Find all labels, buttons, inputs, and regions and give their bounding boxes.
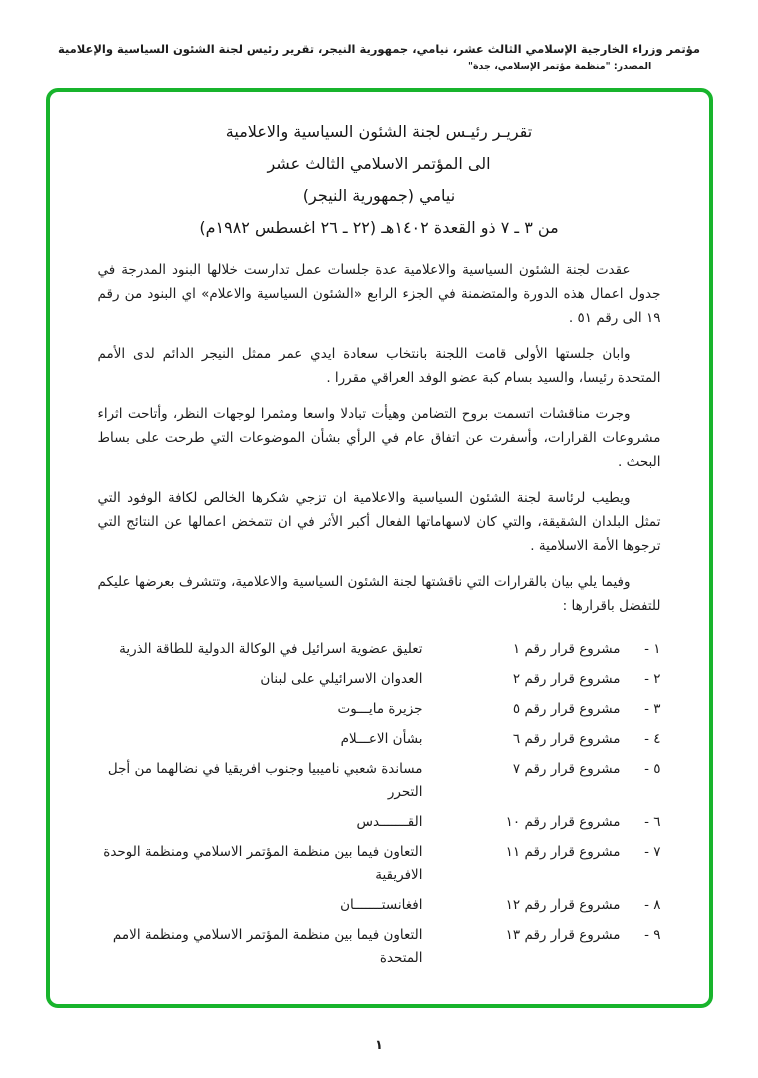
paragraph: عقدت لجنة الشئون السياسية والاعلامية عدة جلسات عمل تدارست خلالها البنود المدرجة في جدول اعمال هذه الدورة والمتضمنة في الجزء الرابع «الشئون السياسية والاعلام» اي البنود من رقم ١٩ الى رقم ٥١ . (97, 262, 661, 326)
resolution-label: مشروع قرار رقم ٢ (512, 671, 621, 687)
resolution-item (98, 668, 661, 691)
resolution-item (98, 728, 661, 751)
report-title-line-2: الى المؤتمر الاسلامي الثالث عشر (267, 154, 491, 173)
resolution-item (98, 924, 661, 970)
resolution-number: ٦ - (644, 814, 661, 830)
resolution-title: تعليق عضوية اسرائيل في الوكالة الدولية للطاقة الذرية (119, 641, 423, 657)
header-source-note: المصدر: "منظمة مؤتمر الإسلامي، جدة" (468, 61, 652, 72)
body-paragraphs (98, 258, 661, 618)
resolution-label: مشروع قرار رقم ١١ (505, 844, 621, 860)
title-block (98, 122, 661, 238)
resolution-item (98, 698, 661, 721)
resolution-number: ٢ - (644, 671, 661, 687)
resolution-list (98, 638, 661, 970)
resolution-label: مشروع قرار رقم ٦ (512, 731, 621, 747)
resolution-title: التعاون فيما بين منظمة المؤتمر الاسلامي ومنظمة الوحدة الافريقية (103, 844, 423, 883)
paragraph: ويطيب لرئاسة لجنة الشئون السياسية والاعلامية ان تزجي شكرها الخالص لكافة الوفود التي تمثل البلدان الشقيقة، والتي كان لاسهاماتها الفعال أكبر الأثر في ان تتمخض اعمالها عن النتائج التي ترجوها الأمة الاسلامية . (97, 490, 661, 554)
resolution-title: العدوان الاسرائيلي على لبنان (260, 671, 423, 687)
page-number: ١ (375, 1038, 383, 1053)
resolution-number: ٣ - (644, 701, 661, 717)
report-title-line-1: تقريـر رئيـس لجنة الشئون السياسية والاعلامية (225, 122, 533, 141)
resolution-label: مشروع قرار رقم ١٢ (505, 897, 621, 913)
resolution-title: جزيرة مايـــوت (337, 701, 423, 717)
resolution-number: ٧ - (644, 844, 661, 860)
resolution-label: مشروع قرار رقم ١٠ (505, 814, 621, 830)
resolution-label: مشروع قرار رقم ٧ (512, 761, 621, 777)
resolution-title: التعاون فيما بين منظمة المؤتمر الاسلامي ومنظمة الامم المتحدة (112, 927, 423, 966)
resolution-number: ٤ - (644, 731, 661, 747)
resolution-title: القـــــــدس (356, 814, 423, 830)
resolution-item (98, 758, 661, 804)
resolution-label: مشروع قرار رقم ٥ (512, 701, 621, 717)
resolution-title: مساندة شعبي ناميبيا وجنوب افريقيا في نضالهما من أجل التحرر (107, 761, 423, 800)
report-title-line-4: من ٣ ـ ٧ ذو القعدة ١٤٠٢هـ (٢٢ ـ ٢٦ اغسطس ١٩٨٢م) (199, 218, 559, 237)
header-title: مؤتمر وزراء الخارجية الإسلامي الثالث عشر، نيامي، جمهورية النيجر، تقرير رئيس لجنة الشئون السياسية والإعلامية (57, 42, 701, 56)
resolution-label: مشروع قرار رقم ١ (512, 641, 621, 657)
resolution-label: مشروع قرار رقم ١٣ (505, 927, 621, 943)
resolution-title: بشأن الاعـــلام (340, 731, 423, 747)
resolution-number: ١ - (644, 641, 661, 657)
resolution-number: ٩ - (644, 927, 661, 943)
resolution-number: ٨ - (644, 897, 661, 913)
resolution-title: افغانستـــــــان (340, 897, 423, 913)
resolution-item (98, 811, 661, 834)
resolution-number: ٥ - (644, 761, 661, 777)
paragraph: وجرت مناقشات اتسمت بروح التضامن وهيأت تبادلا واسعا ومثمرا لوجهات النظر، وأتاحت اثراء مشروعات القرارات، وأسفرت عن اتفاق عام في الرأي بشأن الموضوعات التي طرحت على بساط البحث . (97, 406, 661, 470)
paragraph: وفيما يلي بيان بالقرارات التي ناقشتها لجنة الشئون السياسية والاعلامية، وتتشرف بعرضها عليكم للتفضل باقرارها : (97, 574, 661, 614)
report-title-line-3: نيامي (جمهورية النيجر) (302, 186, 456, 205)
resolution-item (98, 841, 661, 887)
paragraph: وابان جلستها الأولى قامت اللجنة بانتخاب سعادة ايدي عمر ممثل النيجر الدائم لدى الأمم المتحدة رئيسا، والسيد بسام كبة عضو الوفد العراقي مقررا . (97, 346, 661, 386)
content-frame (46, 88, 713, 1008)
resolution-item (98, 638, 661, 661)
document-header (0, 0, 758, 72)
resolution-item (98, 894, 661, 917)
